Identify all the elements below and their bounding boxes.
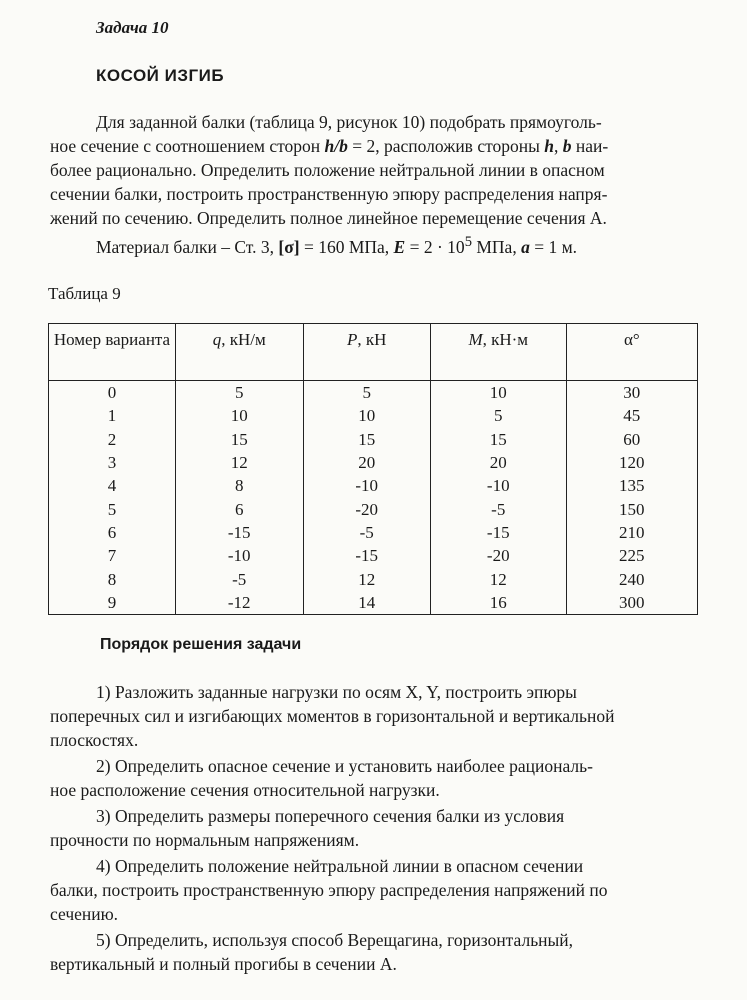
table-cell: 300: [566, 591, 697, 615]
table-cell: 9: [49, 591, 176, 615]
table-cell: 60: [566, 428, 697, 451]
table-cell: 150: [566, 497, 697, 520]
step-line: плоскостях.: [50, 730, 139, 750]
table-cell: 6: [49, 521, 176, 544]
table-cell: 6: [175, 497, 303, 520]
table-caption: Таблица 9: [48, 284, 121, 303]
material-prefix: Материал балки – Ст. 3,: [96, 236, 279, 257]
table-cell: 10: [175, 404, 303, 427]
a-symbol: a: [521, 236, 530, 257]
table-cell: 1: [49, 404, 176, 427]
intro-line: Для заданной балки (таблица 9, рисунок 10) подобрать прямоуголь-: [96, 112, 602, 132]
table-cell: 210: [566, 521, 697, 544]
table-cell: -15: [175, 521, 303, 544]
table-cell: 30: [566, 381, 697, 405]
table-row: [49, 567, 698, 590]
table-cell: -10: [430, 474, 566, 497]
table-row: [49, 404, 698, 427]
step-line: 1) Разложить заданные нагрузки по осям X, Y, построить эпюры: [96, 682, 577, 702]
material-paragraph: [50, 230, 700, 259]
table-cell: 0: [49, 381, 176, 405]
e-exponent: 5: [464, 234, 472, 250]
header-q: q, кН/м: [175, 324, 303, 381]
intro-line: сечении балки, построить пространственную эпюру распределения напря-: [50, 184, 608, 204]
step-item: [50, 804, 700, 852]
table-cell: 5: [303, 381, 430, 405]
intro-paragraph: [50, 110, 700, 230]
step-item: [50, 854, 700, 926]
table-cell: -20: [430, 544, 566, 567]
table-cell: -10: [303, 474, 430, 497]
intro-line: жений по сечению. Определить полное линейное перемещение сечения А.: [50, 208, 607, 228]
table-cell: 8: [175, 474, 303, 497]
step-line: ное расположение сечения относительной нагрузки.: [50, 780, 440, 800]
table-cell: 20: [303, 451, 430, 474]
table-row: [49, 428, 698, 451]
table-cell: 12: [430, 567, 566, 590]
table-cell: 16: [430, 591, 566, 615]
step-line: сечению.: [50, 904, 119, 924]
table-cell: 120: [566, 451, 697, 474]
table-cell: -20: [303, 497, 430, 520]
table-cell: 4: [49, 474, 176, 497]
task-label: Задача 10: [96, 18, 169, 37]
table-row: [49, 451, 698, 474]
step-line: 2) Определить опасное сечение и установить наиболее рациональ-: [96, 756, 593, 776]
steps-list: [50, 680, 700, 978]
step-line: балки, построить пространственную эпюру распределения напряжений по: [50, 880, 608, 900]
table-cell: 5: [430, 404, 566, 427]
table-row: [49, 381, 698, 405]
header-variant: Номер варианта: [49, 324, 176, 381]
table-cell: -15: [430, 521, 566, 544]
e-unit: МПа,: [471, 236, 522, 257]
e-symbol: E: [393, 236, 406, 257]
step-line: 5) Определить, используя способ Верещагина, горизонтальный,: [96, 930, 574, 950]
table-cell: -10: [175, 544, 303, 567]
table-cell: 2: [49, 428, 176, 451]
table-cell: 10: [430, 381, 566, 405]
step-item: [50, 754, 700, 802]
page-title: КОСОЙ ИЗГИБ: [96, 66, 225, 85]
sigma-symbol: [σ]: [278, 236, 300, 257]
step-line: 3) Определить размеры поперечного сечения балки из условия: [96, 806, 565, 826]
table-cell: 15: [175, 428, 303, 451]
table-cell: 225: [566, 544, 697, 567]
e-value: = 2 · 10: [405, 236, 465, 257]
step-item: [50, 928, 700, 976]
step-line: 4) Определить положение нейтральной линии в опасном сечении: [96, 856, 584, 876]
variants-table: [48, 323, 698, 615]
header-alpha: α°: [566, 324, 697, 381]
step-line: поперечных сил и изгибающих моментов в горизонтальной и вертикальной: [50, 706, 615, 726]
table-cell: -12: [175, 591, 303, 615]
table-body: [49, 381, 698, 615]
steps-title: Порядок решения задачи: [100, 636, 302, 653]
table-row: [49, 521, 698, 544]
table-cell: -5: [303, 521, 430, 544]
step-line: прочности по нормальным напряжениям.: [50, 830, 360, 850]
table-cell: 12: [303, 567, 430, 590]
table-cell: 5: [175, 381, 303, 405]
table-cell: 5: [49, 497, 176, 520]
header-p: P, кН: [303, 324, 430, 381]
table-cell: 10: [303, 404, 430, 427]
table-cell: 45: [566, 404, 697, 427]
table-cell: 240: [566, 567, 697, 590]
table-cell: 7: [49, 544, 176, 567]
table-cell: 8: [49, 567, 176, 590]
table-row: [49, 544, 698, 567]
step-item: [50, 680, 700, 752]
step-line: вертикальный и полный прогибы в сечении А.: [50, 954, 397, 974]
table-cell: 3: [49, 451, 176, 474]
table-cell: 135: [566, 474, 697, 497]
table-cell: 15: [303, 428, 430, 451]
table-header-row: [49, 324, 698, 381]
table-row: [49, 497, 698, 520]
table-row: [49, 474, 698, 497]
a-value: = 1 м.: [529, 236, 578, 257]
table-cell: -5: [175, 567, 303, 590]
table-row: [49, 591, 698, 615]
table-cell: -5: [430, 497, 566, 520]
material-line: [50, 230, 700, 259]
header-m: M, кН·м: [430, 324, 566, 381]
sigma-value: = 160 МПа,: [299, 236, 394, 257]
table-cell: 20: [430, 451, 566, 474]
table-cell: 12: [175, 451, 303, 474]
table-cell: -15: [303, 544, 430, 567]
table-cell: 14: [303, 591, 430, 615]
intro-line: ное сечение с соотношением сторон h/b = 2, расположив стороны h, b наи-: [50, 136, 609, 156]
table-cell: 15: [430, 428, 566, 451]
intro-line: более рационально. Определить положение нейтральной линии в опасном: [50, 160, 605, 180]
